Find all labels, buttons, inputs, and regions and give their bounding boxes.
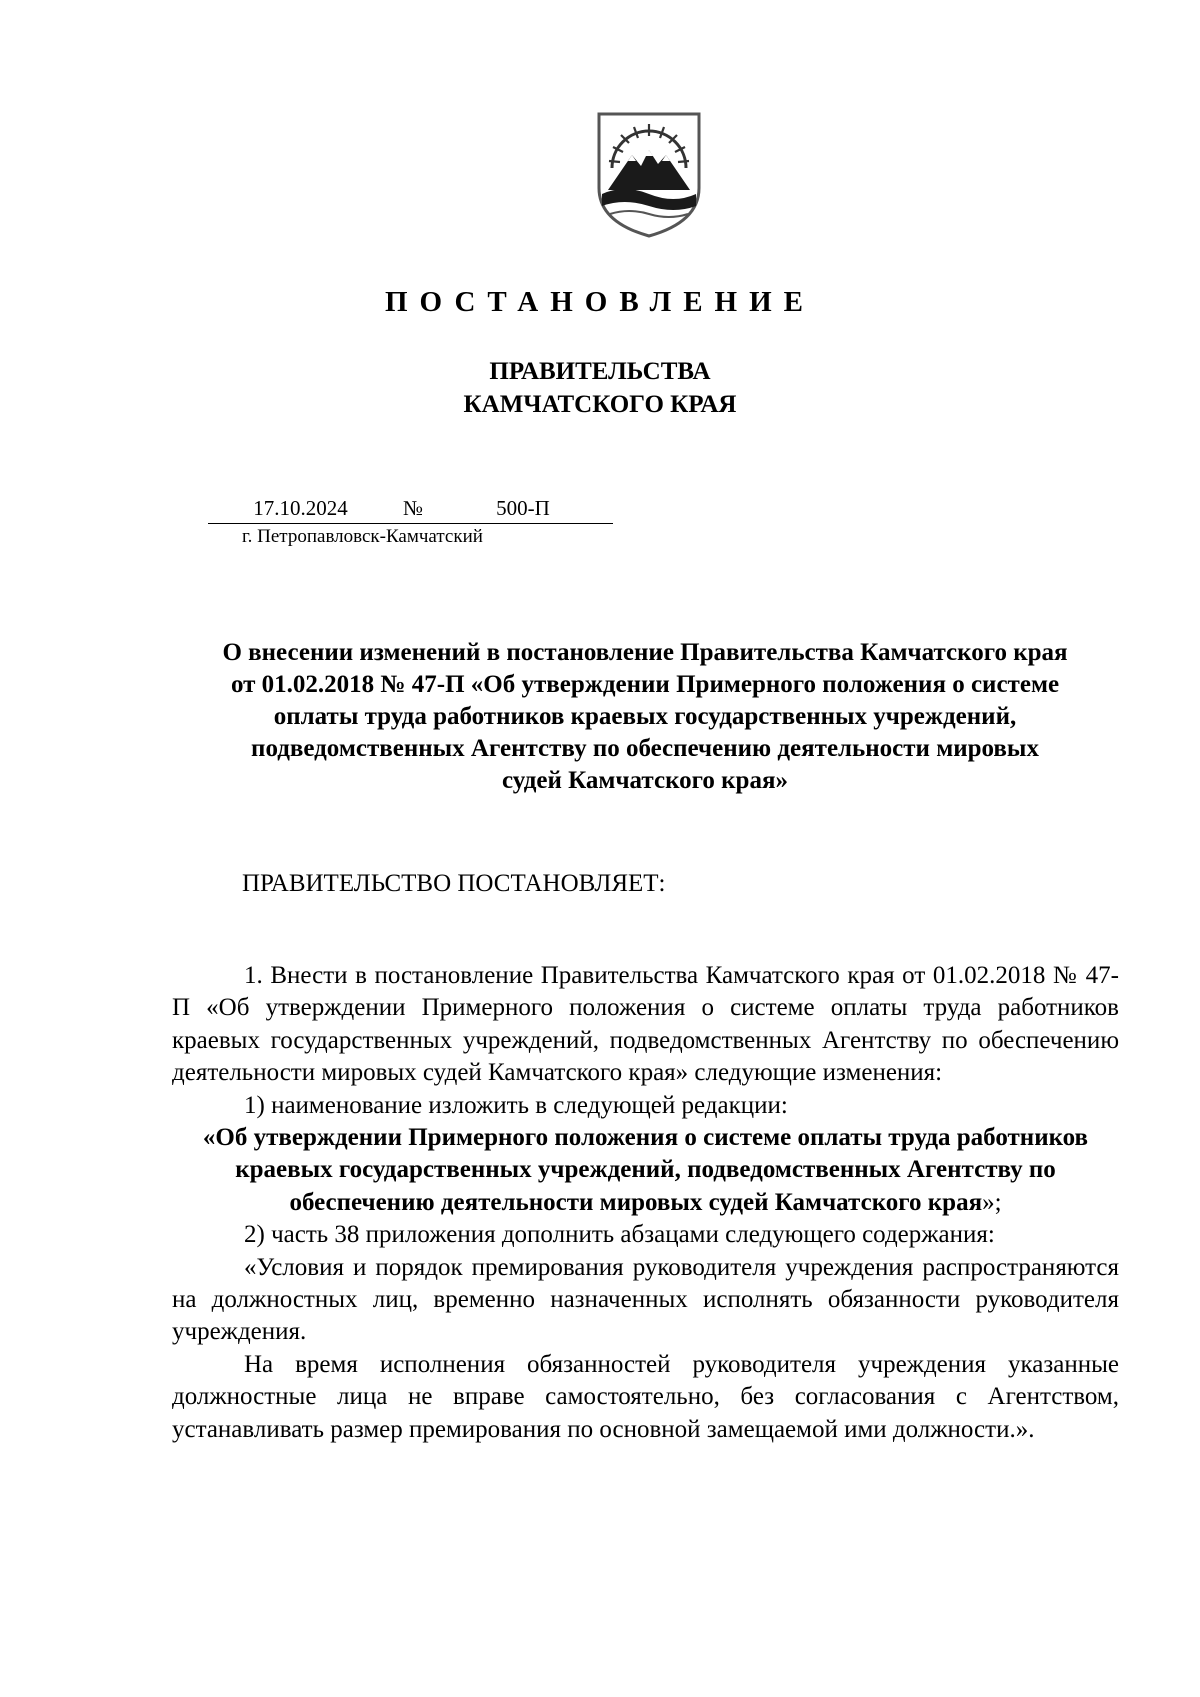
subject-line: судей Камчатского края» [502,767,788,794]
issuer-line: ПРАВИТЕЛЬСТВА [489,358,711,385]
decree-phrase: ПРАВИТЕЛЬСТВО ПОСТАНОВЛЯЕТ: [242,870,666,897]
quoted-title-text: «Об утверждении Примерного положения о системе оплаты труда работников краевых государственных учреждений, подведомственных Агентству по обеспечению деятельности мировых судей Камчатского края [202,1124,1089,1216]
body-paragraph: 1. Внести в постановление Правительства Камчатского края от 01.02.2018 № 47-П «Об утверждении Примерного положения о системе оплаты труда работников краевых государственных учреждений, подведомственных Агентству по обеспечению деятельности мировых судей Камчатского края» следующие изменения: [172,962,1119,1087]
issuer-block [0,355,1200,421]
registration-date: 17.10.2024 [208,493,393,524]
body-paragraph: На время исполнения обязанностей руководителя учреждения указанные должностные лица не вправе самостоятельно, без согласования с Агентством, устанавливать размер премирования по основной замещаемой ими должности.». [172,1350,1119,1443]
body-paragraph: «Условия и порядок премирования руководителя учреждения распространяются на должностных лиц, временно назначенных исполнять обязанности руководителя учреждения. [172,1253,1119,1346]
number-sign: № [393,493,433,524]
document-body [172,960,1119,1446]
document-type-title: ПОСТАНОВЛЕНИЕ [384,286,815,318]
subject-line: от 01.02.2018 № 47-П «Об утверждении Примерного положения о системе [230,671,1060,698]
quoted-title-tail: »; [982,1188,1002,1216]
issuer-line: КАМЧАТСКОГО КРАЯ [463,391,737,418]
quoted-title-paragraph [172,1122,1119,1219]
subject-line: подведомственных Агентству по обеспечению деятельности мировых [251,735,1039,762]
subject-line: О внесении изменений в постановление Правительства Камчатского края [222,639,1068,666]
kamchatka-coat-of-arms-icon [594,110,704,240]
issue-city: г. Петропавловск-Камчатский [242,526,483,547]
body-paragraph: 1) наименование изложить в следующей редакции: [244,1091,788,1119]
subject-line: оплаты труда работников краевых государственных учреждений, [273,703,1017,730]
document-subject [165,637,1125,797]
registration-number: 500-П [433,493,613,524]
body-paragraph: 2) часть 38 приложения дополнить абзацами следующего содержания: [244,1221,995,1249]
